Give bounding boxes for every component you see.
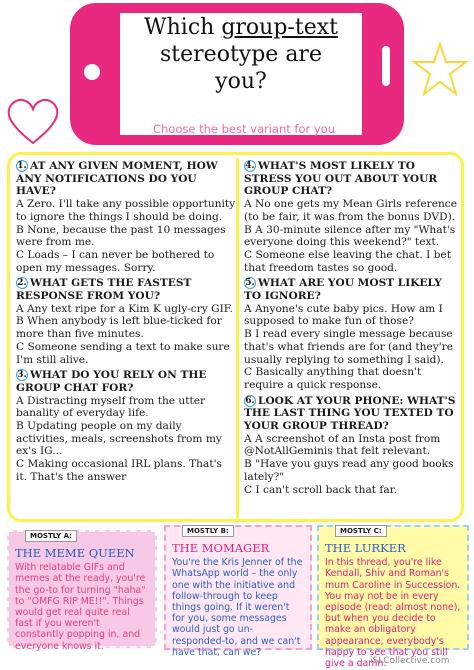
- watermark-footer: iSLCollective.com: [370, 656, 450, 666]
- answer-option: A Zero. I'll take any possible opportunity to ignore the things I should be doing.: [16, 198, 236, 223]
- question-6: [244, 395, 458, 497]
- answer-option: A Distracting myself from the utter banality of everyday life.: [16, 394, 206, 420]
- answer-option: C Making occasional IRL plans. That's it. That's the answer: [16, 458, 222, 483]
- answer-option: C Basically anything that doesn't require a quick response.: [244, 366, 422, 391]
- question-5: [244, 277, 458, 391]
- heart-icon: [2, 95, 64, 147]
- result-box-mostly-b: [164, 525, 312, 658]
- question-text: WHAT ARE YOU MOST LIKELY TO IGNORE?: [244, 277, 442, 303]
- result-title: THE MOMAGER: [172, 541, 270, 555]
- answer-option: A No one gets my Mean Girls reference (to be fair, it was from the bonus DVD).: [244, 198, 457, 223]
- question-4: [244, 160, 458, 274]
- star-icon: [410, 40, 470, 100]
- phone-home-button-icon: [84, 64, 100, 80]
- question-3: [16, 369, 236, 483]
- answer-option: B "Have you guys read any good books lately?": [244, 458, 454, 483]
- answer-option: C I can't scroll back that far.: [244, 483, 397, 496]
- question-number-badge: 4.: [245, 161, 255, 171]
- question-1: [16, 160, 236, 274]
- column-divider: [236, 158, 239, 518]
- question-number-badge: 3.: [17, 370, 27, 381]
- question-text: WHAT DO YOU RELY ON THE GROUP CHAT FOR?: [16, 369, 207, 394]
- question-text: WHAT GETS THE FASTEST RESPONSE FROM YOU?: [16, 277, 192, 303]
- result-description: You're the Kris Jenner of the WhatsApp world – the only one with the initiative and follow-through to keep things going. If it weren't for you, some messages would just go un-responded-to, and we can't have that, can we?: [172, 557, 303, 658]
- title-part-2: group-text: [221, 15, 338, 40]
- answer-option: B A 30-minute silence after my "What's everyone doing this weekend?" text.: [244, 223, 456, 249]
- question-text: WHAT'S MOST LIKELY TO STRESS YOU OUT ABOUT YOUR GROUP CHAT?: [244, 160, 438, 198]
- questions-left-column: [16, 160, 236, 487]
- result-tag: MOSTLY A:: [25, 530, 77, 542]
- title-line-3: you?: [215, 69, 267, 94]
- answer-option: B None, because the past 10 messages were from me.: [16, 223, 226, 249]
- question-number-badge: 2.: [17, 278, 27, 289]
- question-text: AT ANY GIVEN MOMENT, HOW ANY NOTIFICATIONS DO YOU HAVE?: [16, 160, 218, 198]
- result-tag: MOSTLY B:: [182, 525, 234, 537]
- answer-option: A Anyone's cute baby pics. How am I supposed to make fun of those?: [244, 302, 443, 328]
- question-2: [16, 277, 236, 366]
- question-text: LOOK AT YOUR PHONE: WHAT'S THE LAST THING YOU TEXTED TO YOUR GROUP THREAD?: [244, 394, 456, 433]
- result-description: In this thread, you're like Kendall, Shiv and Roman's mum Caroline in Succession. You may not be in every episode (read: almost none), but when you decide to make an obligatory appearance, everybody's happy to see that you still give a damn.: [325, 557, 461, 670]
- result-tag: MOSTLY C:: [335, 525, 387, 537]
- result-title: THE MEME QUEEN: [15, 546, 135, 560]
- subtitle: Choose the best variant for you: [152, 122, 336, 136]
- page-title: [120, 14, 362, 95]
- answer-option: C Someone sending a text to make sure I'm still alive.: [16, 340, 230, 366]
- questions-right-column: [244, 160, 458, 499]
- title-part-1: Which: [144, 15, 222, 40]
- result-description: With relatable GIFs and memes at the ready, you're the go-to for turning "haha" to "OMFG RIP ME!!". Things would get real quite real fast if you weren't constantly popping in, and everyone knows it.: [15, 562, 146, 652]
- title-line-2: stereotype are: [160, 42, 322, 67]
- answer-option: C Someone else leaving the chat. I bet that freedom tastes so good.: [244, 248, 451, 274]
- result-title: THE LURKER: [325, 541, 406, 555]
- answer-option: A Any text ripe for a Kim K ugly-cry GIF.: [16, 302, 233, 315]
- answer-option: B When anybody is left blue-ticked for more than five minutes.: [16, 315, 222, 341]
- question-number-badge: 1.: [17, 161, 27, 171]
- answer-option: A A screenshot of an Insta post from @NotAllGeminis that felt relevant.: [244, 432, 441, 458]
- answer-option: C Loads – I can never be bothered to open my messages. Sorry.: [16, 248, 215, 274]
- result-box-mostly-a: [7, 530, 157, 652]
- question-number-badge: 6.: [245, 395, 255, 406]
- answer-option: B I read every single message because that's what friends are for (and they're usually replying to something I said).: [244, 328, 453, 366]
- answer-option: B Updating people on my daily activities, meals, screenshots from my ex's IG...: [16, 420, 222, 458]
- question-number-badge: 5.: [245, 278, 255, 289]
- phone-speaker-icon: [382, 46, 390, 86]
